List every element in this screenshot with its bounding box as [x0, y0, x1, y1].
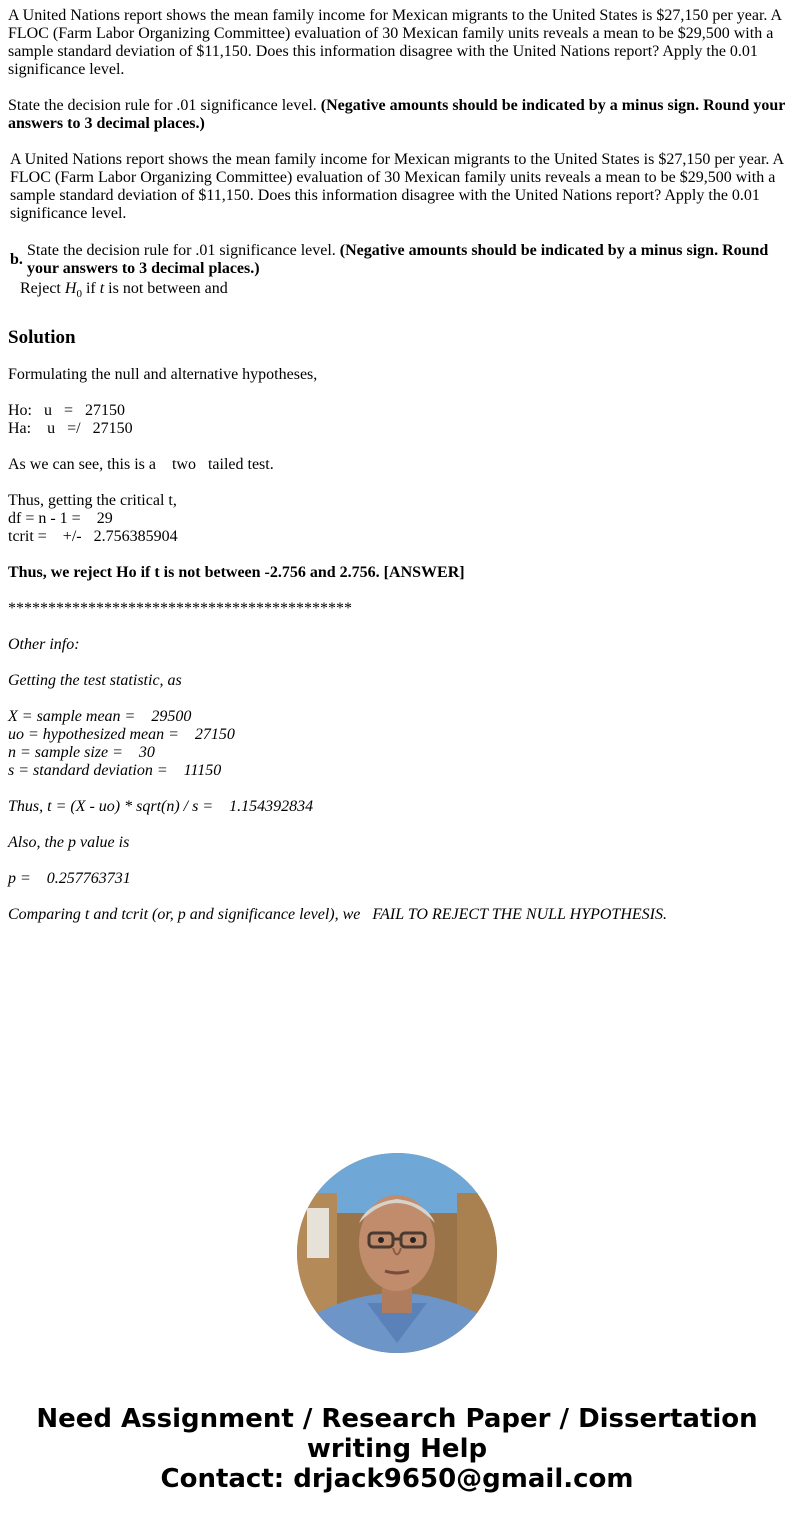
hypothesized-mean-line: uo = hypothesized mean = 27150: [8, 726, 235, 743]
p-value-line: p = 0.257763731: [8, 870, 131, 887]
answer-line: Thus, we reject Ho if t is not between -2.756 and 2.756. [ANSWER]: [8, 564, 465, 581]
alt-hypothesis: Ha: u =/ 27150: [8, 420, 133, 437]
reject-prefix: Reject: [20, 280, 61, 297]
part-b-label: b.: [10, 251, 23, 268]
footer-line-1: Need Assignment / Research Paper / Dissertation: [36, 1404, 758, 1434]
reject-suffix: is not between and: [108, 280, 228, 297]
solution-heading: Solution: [8, 327, 76, 348]
part-b-text: [27, 242, 786, 278]
part-b-rule-text: State the decision rule for .01 significance level.: [27, 242, 336, 259]
reject-if: if: [85, 280, 96, 297]
sample-mean-line: X = sample mean = 29500: [8, 708, 192, 725]
question-intro: A United Nations report shows the mean family income for Mexican migrants to the United States is $27,150 per year. A FLOC (Farm Labor Organizing Committee) evaluation of 30 Mexican family units reveals a mean to be $29,500 with a sample standard deviation of $11,150. Does this information disagree with the United Nations report? Apply the 0.01 significance level.: [8, 7, 782, 78]
avatar: [297, 1153, 497, 1353]
solution-body: [8, 366, 788, 924]
degrees-of-freedom: df = n - 1 = 29: [8, 510, 113, 527]
critical-t-value: tcrit = +/- 2.756385904: [8, 528, 178, 545]
t-symbol: t: [99, 280, 105, 297]
tail-text: As we can see, this is a two tailed test.: [8, 456, 274, 473]
null-hypothesis: Ho: u = 27150: [8, 402, 126, 419]
decision-rule-instructions: (Negative amounts should be indicated by a minus sign. Round your answers to 3 decimal places.): [8, 97, 786, 132]
footer-line-2: writing Help: [306, 1434, 488, 1464]
formulating-text: Formulating the null and alternative hypotheses,: [8, 366, 318, 383]
question-box-intro: A United Nations report shows the mean family income for Mexican migrants to the United States is $27,150 per year. A FLOC (Farm Labor Organizing Committee) evaluation of 30 Mexican family units reveals a mean to be $29,500 with a sample standard deviation of $11,150. Does this information disagree with the United Nations report? Apply the 0.01 significance level.: [10, 151, 784, 222]
part-b-row: [10, 242, 786, 278]
test-stat-intro: Getting the test statistic, as: [8, 672, 182, 689]
sample-size-line: n = sample size = 30: [8, 744, 155, 761]
decision-rule-prompt: [8, 97, 788, 133]
footer-promo: [0, 1404, 794, 1494]
page-content: [8, 7, 788, 924]
std-dev-line: s = standard deviation = 11150: [8, 762, 222, 779]
h-symbol: H: [64, 280, 77, 297]
part-b-instructions: (Negative amounts should be indicated by a minus sign. Round your answers to 3 decimal places.): [27, 242, 769, 277]
question-box: [10, 151, 786, 301]
avatar-portrait: [297, 1153, 497, 1353]
critical-t-intro: Thus, getting the critical t,: [8, 492, 177, 509]
decision-rule-text: State the decision rule for .01 significance level.: [8, 97, 317, 114]
reject-rule: [20, 280, 786, 301]
conclusion-line: Comparing t and tcrit (or, p and significance level), we FAIL TO REJECT THE NULL HYPOTHESIS.: [8, 906, 667, 923]
other-info-label: Other info:: [8, 636, 80, 653]
footer-contact: Contact: drjack9650@gmail.com: [160, 1464, 634, 1494]
p-value-intro: Also, the p value is: [8, 834, 130, 851]
star-divider: *******************************************: [8, 600, 352, 617]
h-subscript: 0: [76, 288, 82, 301]
t-statistic-line: Thus, t = (X - uo) * sqrt(n) / s = 1.154392834: [8, 798, 314, 815]
